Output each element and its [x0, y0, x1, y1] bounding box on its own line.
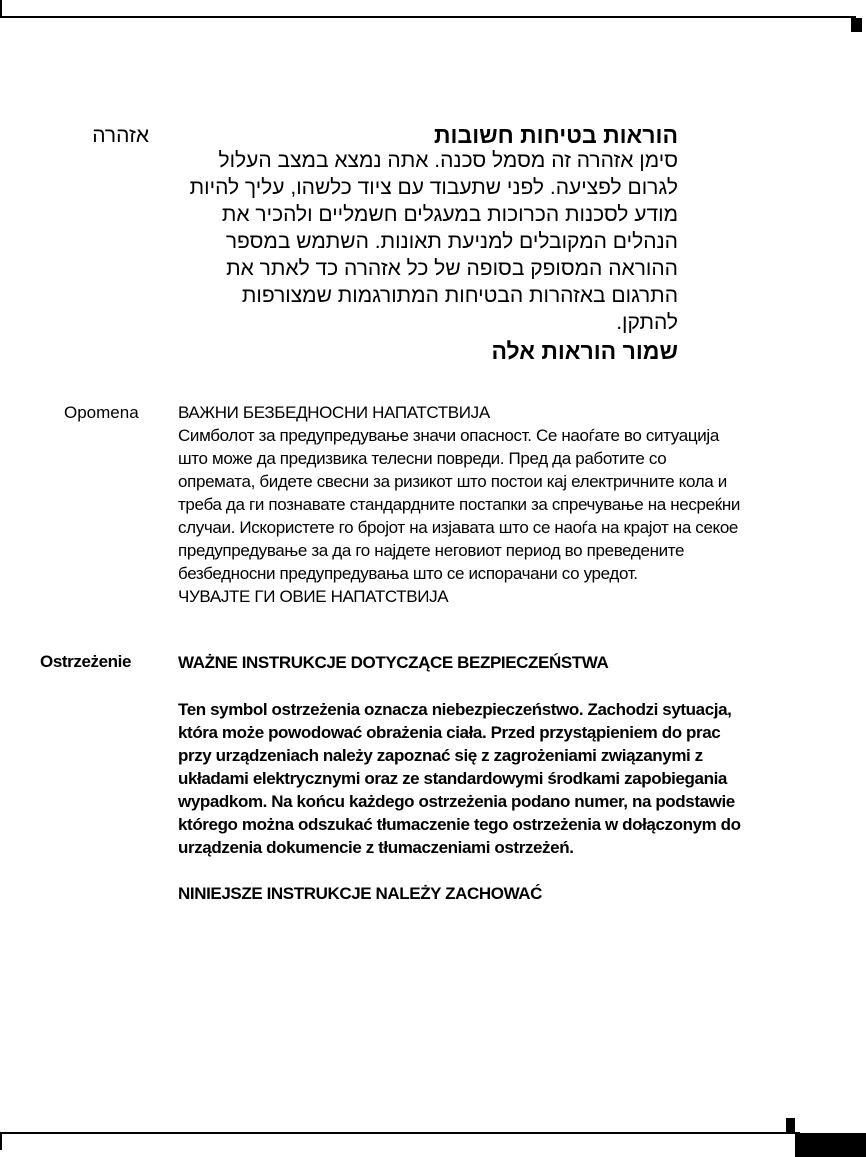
polish-body-line: którego można odszukać tłumaczenie tego ostrzeżenia w dołączonym do: [178, 815, 741, 834]
polish-body-line: układami elektrycznymi oraz ze standardowymi środkami zapobiegania: [178, 769, 727, 788]
hebrew-warning-footer: שמור הוראות אלה: [491, 338, 678, 364]
hebrew-warning-label: אזהרה: [92, 124, 149, 147]
macedonian-warning-footer: ЧУВАЈТЕ ГИ ОВИЕ НАПАТСТВИЈА: [178, 587, 449, 606]
footer-tab-marker: [786, 1118, 795, 1133]
macedonian-body-line: што може да предизвика телесни повреди. Пред да работите со: [178, 449, 667, 468]
header-rule: [0, 16, 856, 18]
header-rule-tick: [0, 0, 2, 18]
polish-body-line: przy urządzeniach należy zapoznać się z zagrożeniami związanymi z: [178, 746, 703, 765]
hebrew-warning-title: הוראות בטיחות חשובות: [434, 122, 678, 148]
hebrew-body-line: לגרום לפציעה. לפני שתעבוד עם ציוד כלשהו, עליך להיות: [189, 176, 678, 199]
hebrew-body-line: הנהלים המקובלים למניעת תאונות. השתמש במספר: [225, 230, 678, 253]
macedonian-warning-title: ВАЖНИ БЕЗБЕДНОСНИ НАПАТСТВИЈА: [178, 403, 490, 422]
macedonian-body-line: Симболот за предупредување значи опасност. Се наоѓате во ситуација: [178, 426, 719, 445]
macedonian-body-line: треба да ги познавате стандардните постапки за спречување на несреќни: [178, 495, 741, 514]
polish-warning-footer: NINIEJSZE INSTRUKCJE NALEŻY ZACHOWAĆ: [178, 884, 543, 903]
hebrew-body-line: ההוראה המסופק בסופה של כל אזהרה כד לאתר את: [226, 257, 678, 280]
page-number-block: [795, 1133, 866, 1157]
polish-warning-label: Ostrzeżenie: [40, 652, 132, 671]
hebrew-body-line: סימן אזהרה זה מסמל סכנה. אתה נמצא במצב העלול: [218, 149, 678, 172]
polish-body-line: wypadkom. Na końcu każdego ostrzeżenia podano numer, na podstawie: [178, 792, 735, 811]
macedonian-body-line: предупредување за да го најдете неговиот период во преведените: [178, 541, 685, 560]
hebrew-body-line: התרגום באזהרות הבטיחות המתורגמות שמצורפות: [241, 284, 678, 307]
macedonian-body-line: безбедносни предупредувања што се испорачани со уредот.: [178, 564, 638, 583]
footer-rule-tick: [0, 1132, 2, 1150]
footer-rule: [0, 1132, 800, 1134]
polish-body-line: Ten symbol ostrzeżenia oznacza niebezpieczeństwo. Zachodzi sytuacja,: [178, 700, 732, 719]
macedonian-warning-label: Opomena: [64, 403, 139, 422]
header-tab-marker: [851, 18, 862, 32]
macedonian-body-line: опремата, бидете свесни за ризикот што постои кај електричните кола и: [178, 472, 727, 491]
hebrew-body-line: מודע לסכנות הכרוכות במעגלים חשמליים ולהכיר את: [221, 203, 678, 226]
macedonian-body-line: случаи. Искористете го бројот на изјавата што се наоѓа на крајот на секое: [178, 518, 739, 537]
polish-body-line: która może powodować obrażenia ciała. Przed przystąpieniem do prac: [178, 723, 721, 742]
hebrew-body-line: להתקן.: [616, 311, 678, 334]
polish-body-line: urządzenia dokumencie z tłumaczeniami ostrzeżeń.: [178, 838, 574, 857]
polish-warning-title: WAŻNE INSTRUKCJE DOTYCZĄCE BEZPIECZEŃSTWA: [178, 653, 609, 672]
